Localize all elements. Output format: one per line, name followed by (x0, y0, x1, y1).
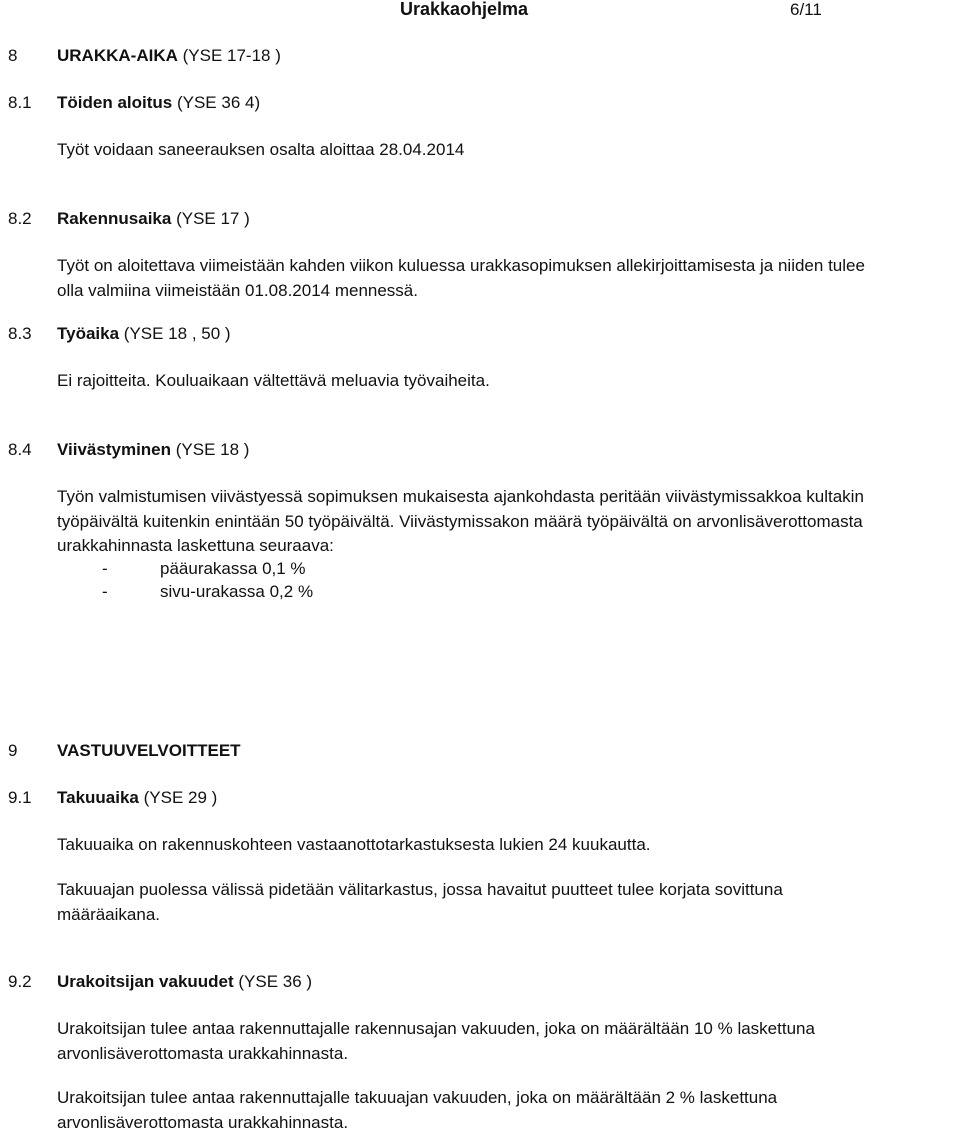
section-8-number: 8 (8, 44, 17, 68)
paragraph-line: arvonlisäverottomasta urakkahinnasta. (57, 1042, 927, 1067)
bullet-dash: - (102, 557, 108, 581)
section-8-ref: (YSE 17-18 ) (178, 46, 281, 65)
section-8-1-ref: (YSE 36 4) (172, 93, 260, 112)
paragraph-line: Urakoitsijan tulee antaa rakennuttajalle takuuajan vakuuden, joka on määrältään 2 % laskettuna (57, 1086, 927, 1111)
document-title: Urakkaohjelma (400, 0, 528, 21)
paragraph-line: arvonlisäverottomasta urakkahinnasta. (57, 1111, 927, 1135)
paragraph-line: olla valmiina viimeistään 01.08.2014 mennessä. (57, 279, 927, 304)
section-8-2-ref: (YSE 17 ) (171, 209, 249, 228)
section-8-1-number: 8.1 (8, 91, 32, 115)
section-8-4-body (57, 485, 927, 559)
section-9-number: 9 (8, 739, 17, 763)
section-9-2-heading (57, 970, 312, 994)
section-8-3-body: Ei rajoitteita. Kouluaikaan vältettävä meluavia työvaiheita. (57, 369, 490, 393)
section-9-1-heading (57, 786, 217, 810)
section-9-1-number: 9.1 (8, 786, 32, 810)
bullet-dash: - (102, 580, 108, 604)
section-9-2-number: 9.2 (8, 970, 32, 994)
section-8-2-heading (57, 207, 250, 231)
section-9-1-body-1: Takuuaika on rakennuskohteen vastaanottotarkastuksesta lukien 24 kuukautta. (57, 833, 651, 857)
section-9-title: VASTUUVELVOITTEET (57, 739, 241, 763)
section-8-3-title: Työaika (57, 324, 119, 343)
paragraph-line: työpäivältä kuitenkin enintään 50 työpäivältä. Viivästymissakon määrä työpäivältä on arvonlisäverottomasta (57, 510, 927, 535)
section-9-2-title: Urakoitsijan vakuudet (57, 972, 234, 991)
paragraph-line: Takuuajan puolessa välissä pidetään välitarkastus, jossa havaitut puutteet tulee korjata sovittuna (57, 878, 927, 903)
section-8-2-number: 8.2 (8, 207, 32, 231)
paragraph-line: Urakoitsijan tulee antaa rakennuttajalle rakennusajan vakuuden, joka on määrältään 10 % laskettuna (57, 1017, 927, 1042)
paragraph-line: urakkahinnasta laskettuna seuraava: (57, 534, 927, 559)
section-8-title: URAKKA-AIKA (57, 46, 178, 65)
section-8-2-title: Rakennusaika (57, 209, 171, 228)
section-9-1-title: Takuuaika (57, 788, 139, 807)
section-8-4-ref: (YSE 18 ) (171, 440, 249, 459)
section-8-2-body (57, 254, 927, 303)
section-8-1-heading (57, 91, 260, 115)
section-8-1-body: Työt voidaan saneerauksen osalta aloittaa 28.04.2014 (57, 138, 464, 162)
section-9-2-body-2 (57, 1086, 927, 1135)
section-8-3-number: 8.3 (8, 322, 32, 346)
section-8-3-heading (57, 322, 231, 346)
section-8-3-ref: (YSE 18 , 50 ) (119, 324, 231, 343)
section-9-1-ref: (YSE 29 ) (139, 788, 217, 807)
section-8-heading (57, 44, 281, 68)
page-number: 6/11 (790, 0, 822, 22)
paragraph-line: Työn valmistumisen viivästyessä sopimuksen mukaisesta ajankohdasta peritään viivästymissakkoa kultakin (57, 485, 927, 510)
section-8-4-heading (57, 438, 249, 462)
section-8-1-title: Töiden aloitus (57, 93, 172, 112)
paragraph-line: määräaikana. (57, 903, 927, 928)
bullet-text: pääurakassa 0,1 % (160, 557, 306, 581)
section-9-2-body-1 (57, 1017, 927, 1066)
paragraph-line: Työt on aloitettava viimeistään kahden viikon kuluessa urakkasopimuksen allekirjoittamisesta ja niiden tulee (57, 254, 927, 279)
bullet-text: sivu-urakassa 0,2 % (160, 580, 313, 604)
section-8-4-title: Viivästyminen (57, 440, 171, 459)
section-8-4-number: 8.4 (8, 438, 32, 462)
section-9-1-body-2 (57, 878, 927, 927)
section-9-2-ref: (YSE 36 ) (234, 972, 312, 991)
